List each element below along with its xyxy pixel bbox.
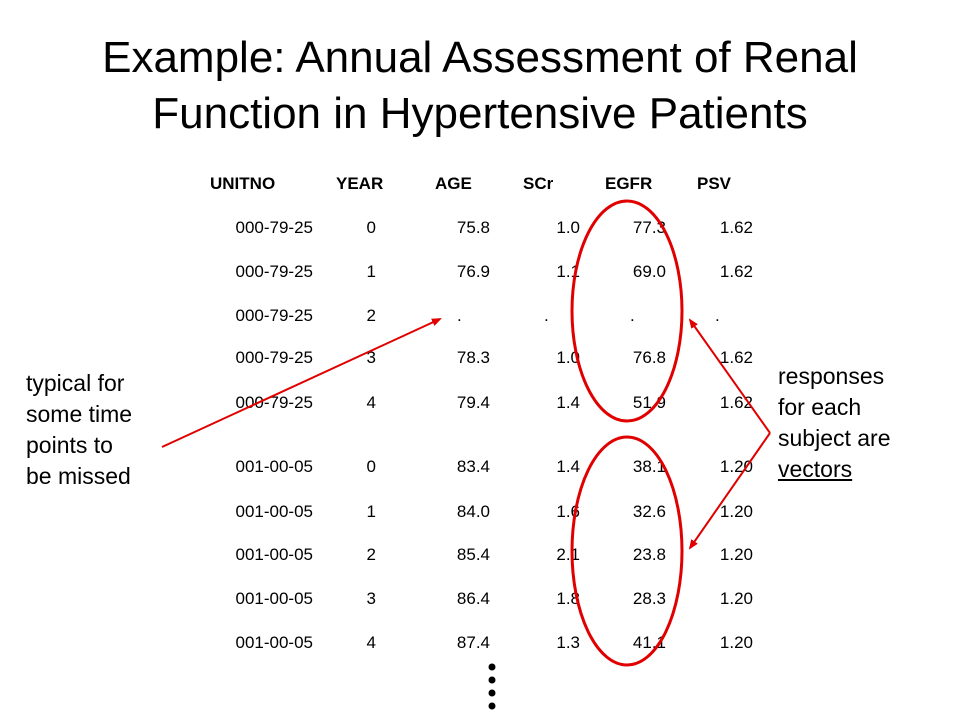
header-year: YEAR [336,174,384,193]
cell-psv: 1.62 [719,348,753,367]
cell-psv: 1.62 [719,218,753,237]
cell-scr: 1.0 [556,218,580,237]
header-unitno: UNITNO [210,174,276,193]
cell-age: 76.9 [456,262,490,281]
cell-psv: 1.20 [719,633,753,652]
cell-egfr: 38.1 [632,457,666,476]
cell-year: 0 [366,457,376,476]
cell-egfr: . [630,306,635,325]
cell-age: 78.3 [456,348,490,367]
cell-egfr: 23.8 [632,545,666,564]
cell-egfr: 32.6 [632,502,666,521]
header-age: AGE [435,174,472,193]
missing-note-line: points to [26,432,113,458]
cell-year: 3 [366,348,376,367]
cell-egfr: 41.1 [632,633,666,652]
egfr-circle-subject-1 [572,201,682,421]
cell-scr: 1.8 [556,589,580,608]
ellipsis-dot [489,664,496,671]
cell-year: 2 [366,545,376,564]
title-line-1: Example: Annual Assessment of Renal [102,33,858,82]
cell-unitno: 001-00-05 [235,457,313,476]
cell-unitno: 001-00-05 [235,502,313,521]
cell-scr: 1.1 [556,262,580,281]
cell-year: 4 [366,393,376,412]
cell-age: 83.4 [456,457,490,476]
cell-egfr: 77.3 [632,218,666,237]
vectors-note-keyword: vectors [778,456,853,482]
cell-age: . [457,306,462,325]
cell-scr: 1.0 [556,348,580,367]
cell-unitno: 000-79-25 [235,262,313,281]
cell-egfr: 51.9 [632,393,666,412]
cell-year: 4 [366,633,376,652]
cell-unitno: 001-00-05 [235,633,313,652]
vectors-note-line: responses [778,363,885,389]
header-psv: PSV [697,174,732,193]
vector-arrow-1 [690,320,770,433]
cell-unitno: 000-79-25 [235,393,313,412]
cell-psv: 1.62 [719,262,753,281]
cell-year: 0 [366,218,376,237]
missing-note-line: be missed [26,463,131,489]
cell-unitno: 000-79-25 [235,348,313,367]
header-egfr: EGFR [605,174,653,193]
cell-psv: 1.62 [719,393,753,412]
vector-arrow-2 [690,433,770,548]
cell-unitno: 000-79-25 [235,306,313,325]
cell-scr: 1.3 [556,633,580,652]
cell-scr: 1.4 [556,393,580,412]
cell-unitno: 001-00-05 [235,589,313,608]
ellipsis-dot [489,703,496,710]
cell-egfr: 76.8 [632,348,666,367]
cell-scr: 1.6 [556,502,580,521]
cell-psv: 1.20 [719,457,753,476]
vectors-note-line: for each [778,394,862,420]
cell-age: 86.4 [456,589,490,608]
title-line-2: Function in Hypertensive Patients [152,89,808,138]
ellipsis-dot [489,677,496,684]
cell-egfr: 28.3 [632,589,666,608]
cell-psv: 1.20 [719,545,753,564]
cell-age: 87.4 [456,633,490,652]
cell-year: 3 [366,589,376,608]
cell-unitno: 001-00-05 [235,545,313,564]
cell-psv: 1.20 [719,502,753,521]
missing-note-line: some time [26,401,133,427]
cell-year: 1 [366,262,376,281]
cell-age: 85.4 [456,545,490,564]
cell-age: 84.0 [456,502,490,521]
cell-psv: 1.20 [719,589,753,608]
cell-scr: 1.4 [556,457,580,476]
cell-age: 75.8 [456,218,490,237]
cell-scr: . [544,306,549,325]
cell-egfr: 69.0 [632,262,666,281]
missing-arrow [162,319,440,447]
cell-unitno: 000-79-25 [235,218,313,237]
cell-year: 2 [366,306,376,325]
missing-note-line: typical for [26,370,125,396]
vectors-note-line: subject are [778,425,891,451]
cell-scr: 2.1 [556,545,580,564]
cell-psv: . [715,306,720,325]
header-scr: SCr [523,174,554,193]
egfr-circle-subject-2 [572,437,682,665]
cell-age: 79.4 [456,393,490,412]
cell-year: 1 [366,502,376,521]
ellipsis-dot [489,690,496,697]
